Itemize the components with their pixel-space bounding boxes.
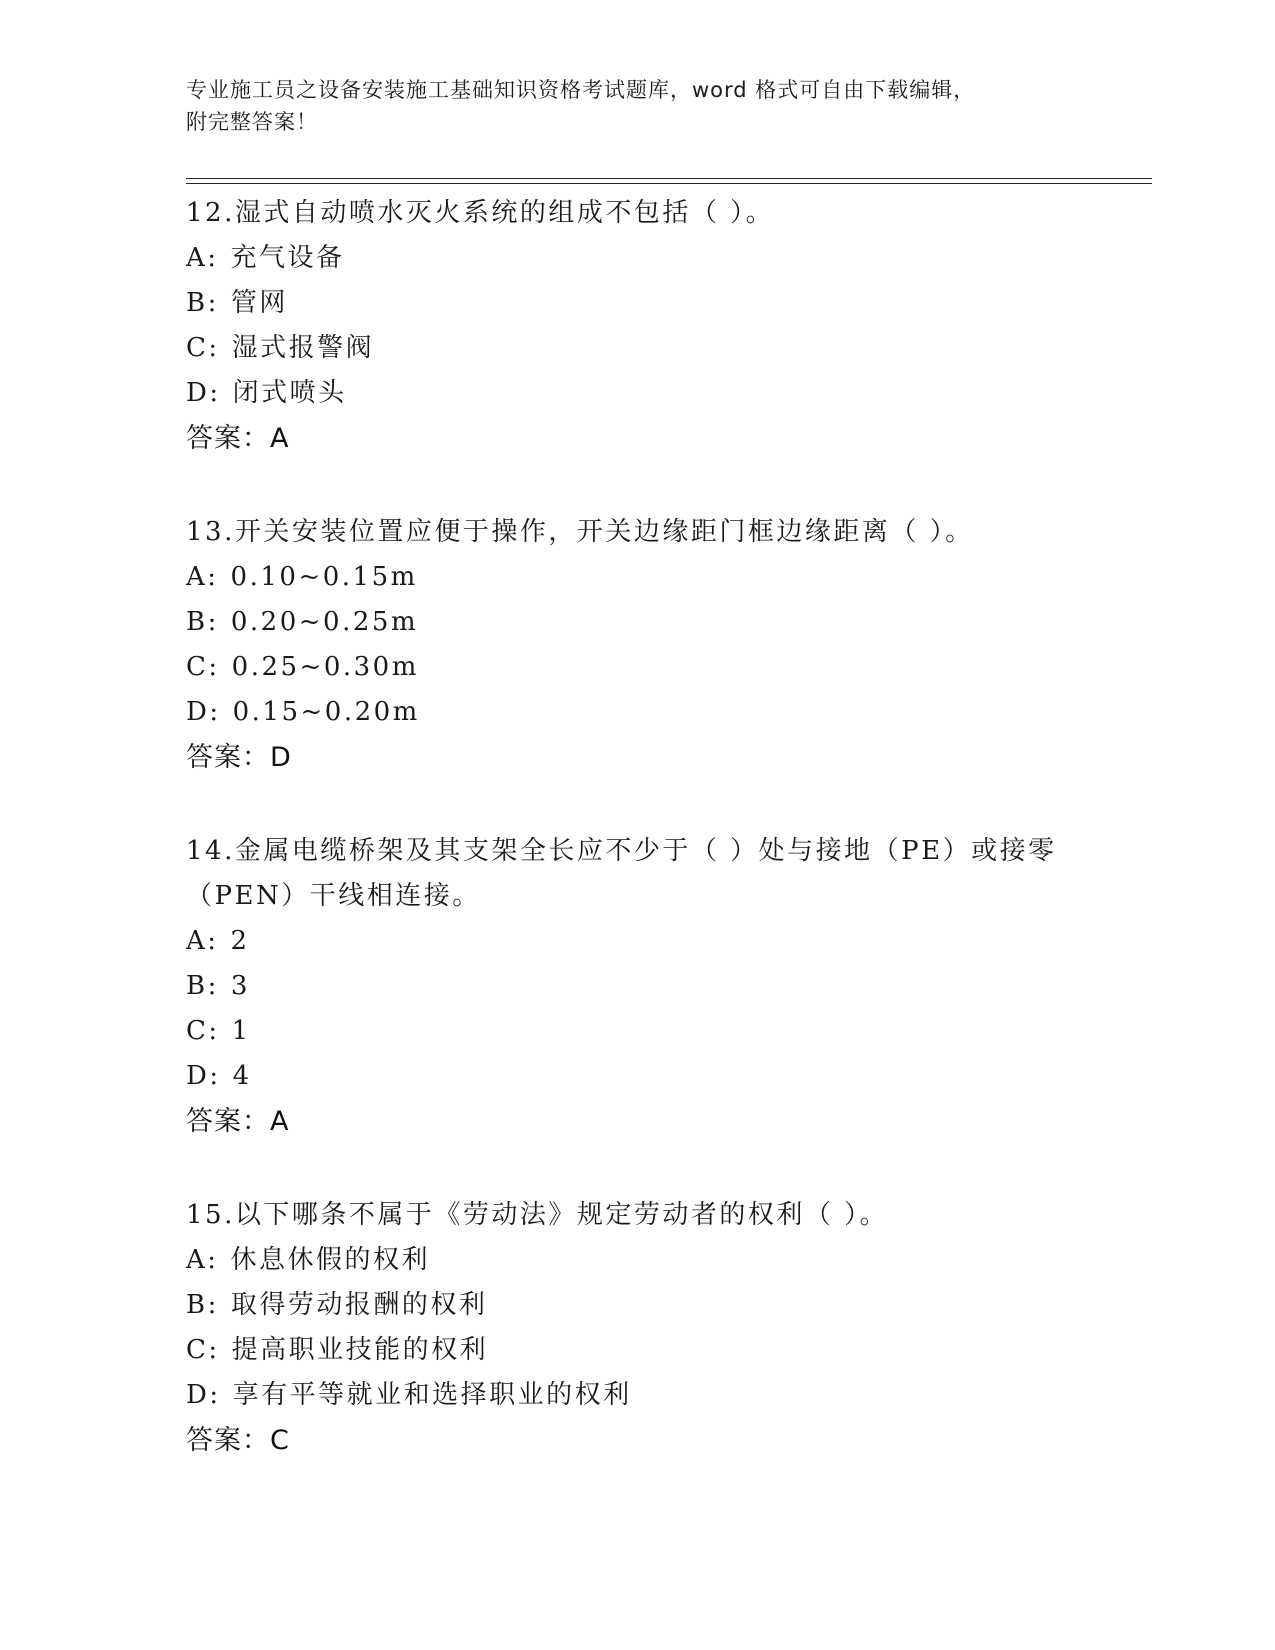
option-a — [186, 1238, 1146, 1283]
option-key: B: — [186, 607, 219, 637]
option-b — [186, 964, 1146, 1009]
option-text: 闭式喷头 — [232, 378, 347, 408]
option-text: 0.10~0.15m — [230, 562, 418, 592]
option-key: C: — [186, 1335, 220, 1365]
option-d — [186, 690, 1146, 735]
header-divider-top — [186, 178, 1152, 179]
option-b — [186, 281, 1146, 326]
header-line-2: 附完整答案！ — [186, 110, 318, 134]
option-b — [186, 1283, 1146, 1328]
option-b — [186, 600, 1146, 645]
option-text: 2 — [230, 926, 250, 956]
option-key: C: — [186, 652, 220, 682]
option-a — [186, 555, 1146, 600]
question-stem: 13.开关安装位置应便于操作，开关边缘距门框边缘距离（ ）。 — [186, 517, 974, 547]
header-line-1: 专业施工员之设备安装施工基础知识资格考试题库，word 格式可自由下载编辑， — [186, 78, 976, 102]
option-key: C: — [186, 1016, 220, 1046]
answer-line: 答案：A — [186, 1106, 290, 1137]
option-key: D: — [186, 697, 221, 727]
answer-line: 答案：C — [186, 1425, 290, 1456]
option-text: 取得劳动报酬的权利 — [230, 1290, 488, 1320]
option-text: 4 — [232, 1061, 252, 1091]
option-c — [186, 326, 1146, 371]
option-key: B: — [186, 288, 219, 318]
option-text: 休息休假的权利 — [230, 1245, 431, 1275]
option-text: 管网 — [230, 288, 288, 318]
document-header — [186, 74, 1086, 138]
option-d — [186, 371, 1146, 416]
option-key: B: — [186, 1290, 219, 1320]
option-text: 提高职业技能的权利 — [231, 1335, 489, 1365]
option-text: 享有平等就业和选择职业的权利 — [232, 1380, 632, 1410]
question-13 — [186, 510, 1146, 781]
option-key: B: — [186, 971, 219, 1001]
question-list — [186, 191, 1146, 1512]
option-a — [186, 919, 1146, 964]
option-key: A: — [186, 243, 219, 273]
option-text: 0.20~0.25m — [230, 607, 419, 637]
question-stem: 12.湿式自动喷水灭火系统的组成不包括（ ）。 — [186, 198, 775, 228]
header-divider-bottom — [186, 183, 1152, 184]
option-text: 1 — [231, 1016, 251, 1046]
option-key: A: — [186, 562, 219, 592]
question-15 — [186, 1193, 1146, 1464]
option-c — [186, 1328, 1146, 1373]
option-key: C: — [186, 333, 220, 363]
question-stem-continued: （PEN）干线相连接。 — [186, 881, 481, 911]
question-12 — [186, 191, 1146, 462]
question-stem: 14.金属电缆桥架及其支架全长应不少于（ ）处与接地（PE）或接零 — [186, 836, 1057, 866]
option-text: 充气设备 — [230, 243, 345, 273]
option-key: D: — [186, 1380, 221, 1410]
option-key: A: — [186, 926, 219, 956]
option-key: A: — [186, 1245, 219, 1275]
question-stem: 15.以下哪条不属于《劳动法》规定劳动者的权利（ ）。 — [186, 1200, 889, 1230]
question-14 — [186, 829, 1146, 1145]
option-text: 3 — [230, 971, 250, 1001]
option-key: D: — [186, 1061, 221, 1091]
option-c — [186, 1009, 1146, 1054]
option-a — [186, 236, 1146, 281]
option-d — [186, 1054, 1146, 1099]
answer-line: 答案：D — [186, 742, 292, 773]
option-d — [186, 1373, 1146, 1418]
option-c — [186, 645, 1146, 690]
option-text: 0.25~0.30m — [231, 652, 419, 682]
option-key: D: — [186, 378, 221, 408]
answer-line: 答案：A — [186, 423, 290, 454]
option-text: 0.15~0.20m — [232, 697, 420, 727]
option-text: 湿式报警阀 — [231, 333, 375, 363]
